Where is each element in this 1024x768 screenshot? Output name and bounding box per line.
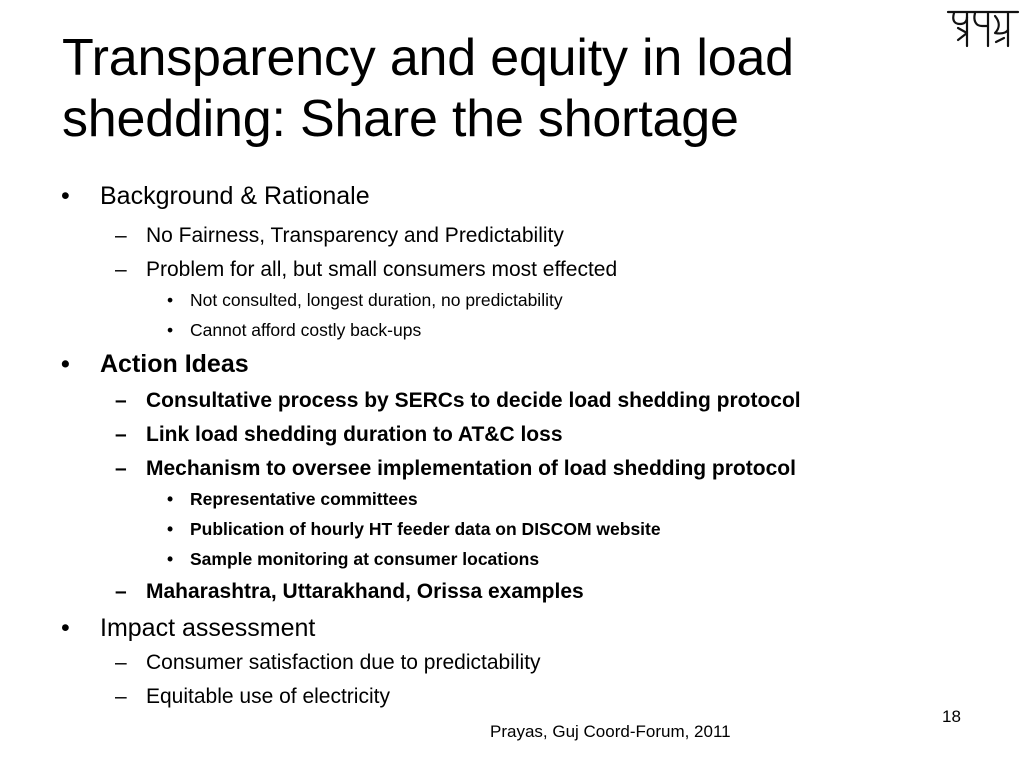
sub-bullet-text: Consultative process by SERCs to decide load shedding protocol (146, 389, 801, 412)
sub-sub-bullet-text: Representative committees (190, 489, 418, 509)
sub-bullet-text: Mechanism to oversee implementation of load shedding protocol (146, 457, 796, 480)
bullet-marker: • (167, 549, 174, 569)
dash-marker: – (115, 423, 127, 446)
bullet-marker: • (61, 182, 70, 210)
sub-sub-bullet-text: Not consulted, longest duration, no predictability (190, 290, 563, 310)
sub-bullet-text: No Fairness, Transparency and Predictability (146, 224, 564, 247)
bullet-text: Background & Rationale (100, 182, 370, 210)
bullet-marker: • (167, 290, 174, 310)
footer-citation: Prayas, Guj Coord-Forum, 2011 (490, 722, 731, 741)
dash-marker: – (115, 651, 127, 674)
dash-marker: – (115, 224, 127, 247)
sub-sub-bullet-text: Publication of hourly HT feeder data on DISCOM website (190, 519, 661, 539)
slide-title-line-1: Transparency and equity in load (62, 29, 794, 87)
sub-bullet-text: Maharashtra, Uttarakhand, Orissa examples (146, 580, 584, 603)
bullet-marker: • (61, 350, 70, 378)
slide-title (62, 28, 942, 150)
sub-bullet-text: Consumer satisfaction due to predictability (146, 651, 541, 674)
slide-title-line-2: shedding: Share the shortage (62, 90, 739, 148)
dash-marker: – (115, 580, 127, 603)
bullet-marker: • (167, 519, 174, 539)
prayas-logo-icon (944, 4, 1022, 50)
bullet-text: Impact assessment (100, 614, 316, 642)
sub-bullet-text: Equitable use of electricity (146, 685, 390, 708)
dash-marker: – (115, 457, 127, 480)
dash-marker: – (115, 389, 127, 412)
sub-bullet-text: Problem for all, but small consumers most effected (146, 258, 618, 281)
sub-sub-bullet-text: Cannot afford costly back-ups (190, 320, 422, 340)
page-number: 18 (942, 707, 961, 726)
sub-bullet-text: Link load shedding duration to AT&C loss (146, 423, 563, 446)
bullet-text: Action Ideas (100, 350, 249, 378)
bullet-marker: • (167, 320, 174, 340)
bullet-marker: • (61, 614, 70, 642)
sub-sub-bullet-text: Sample monitoring at consumer locations (190, 549, 540, 569)
dash-marker: – (115, 258, 127, 281)
bullet-marker: • (167, 489, 174, 509)
dash-marker: – (115, 685, 127, 708)
